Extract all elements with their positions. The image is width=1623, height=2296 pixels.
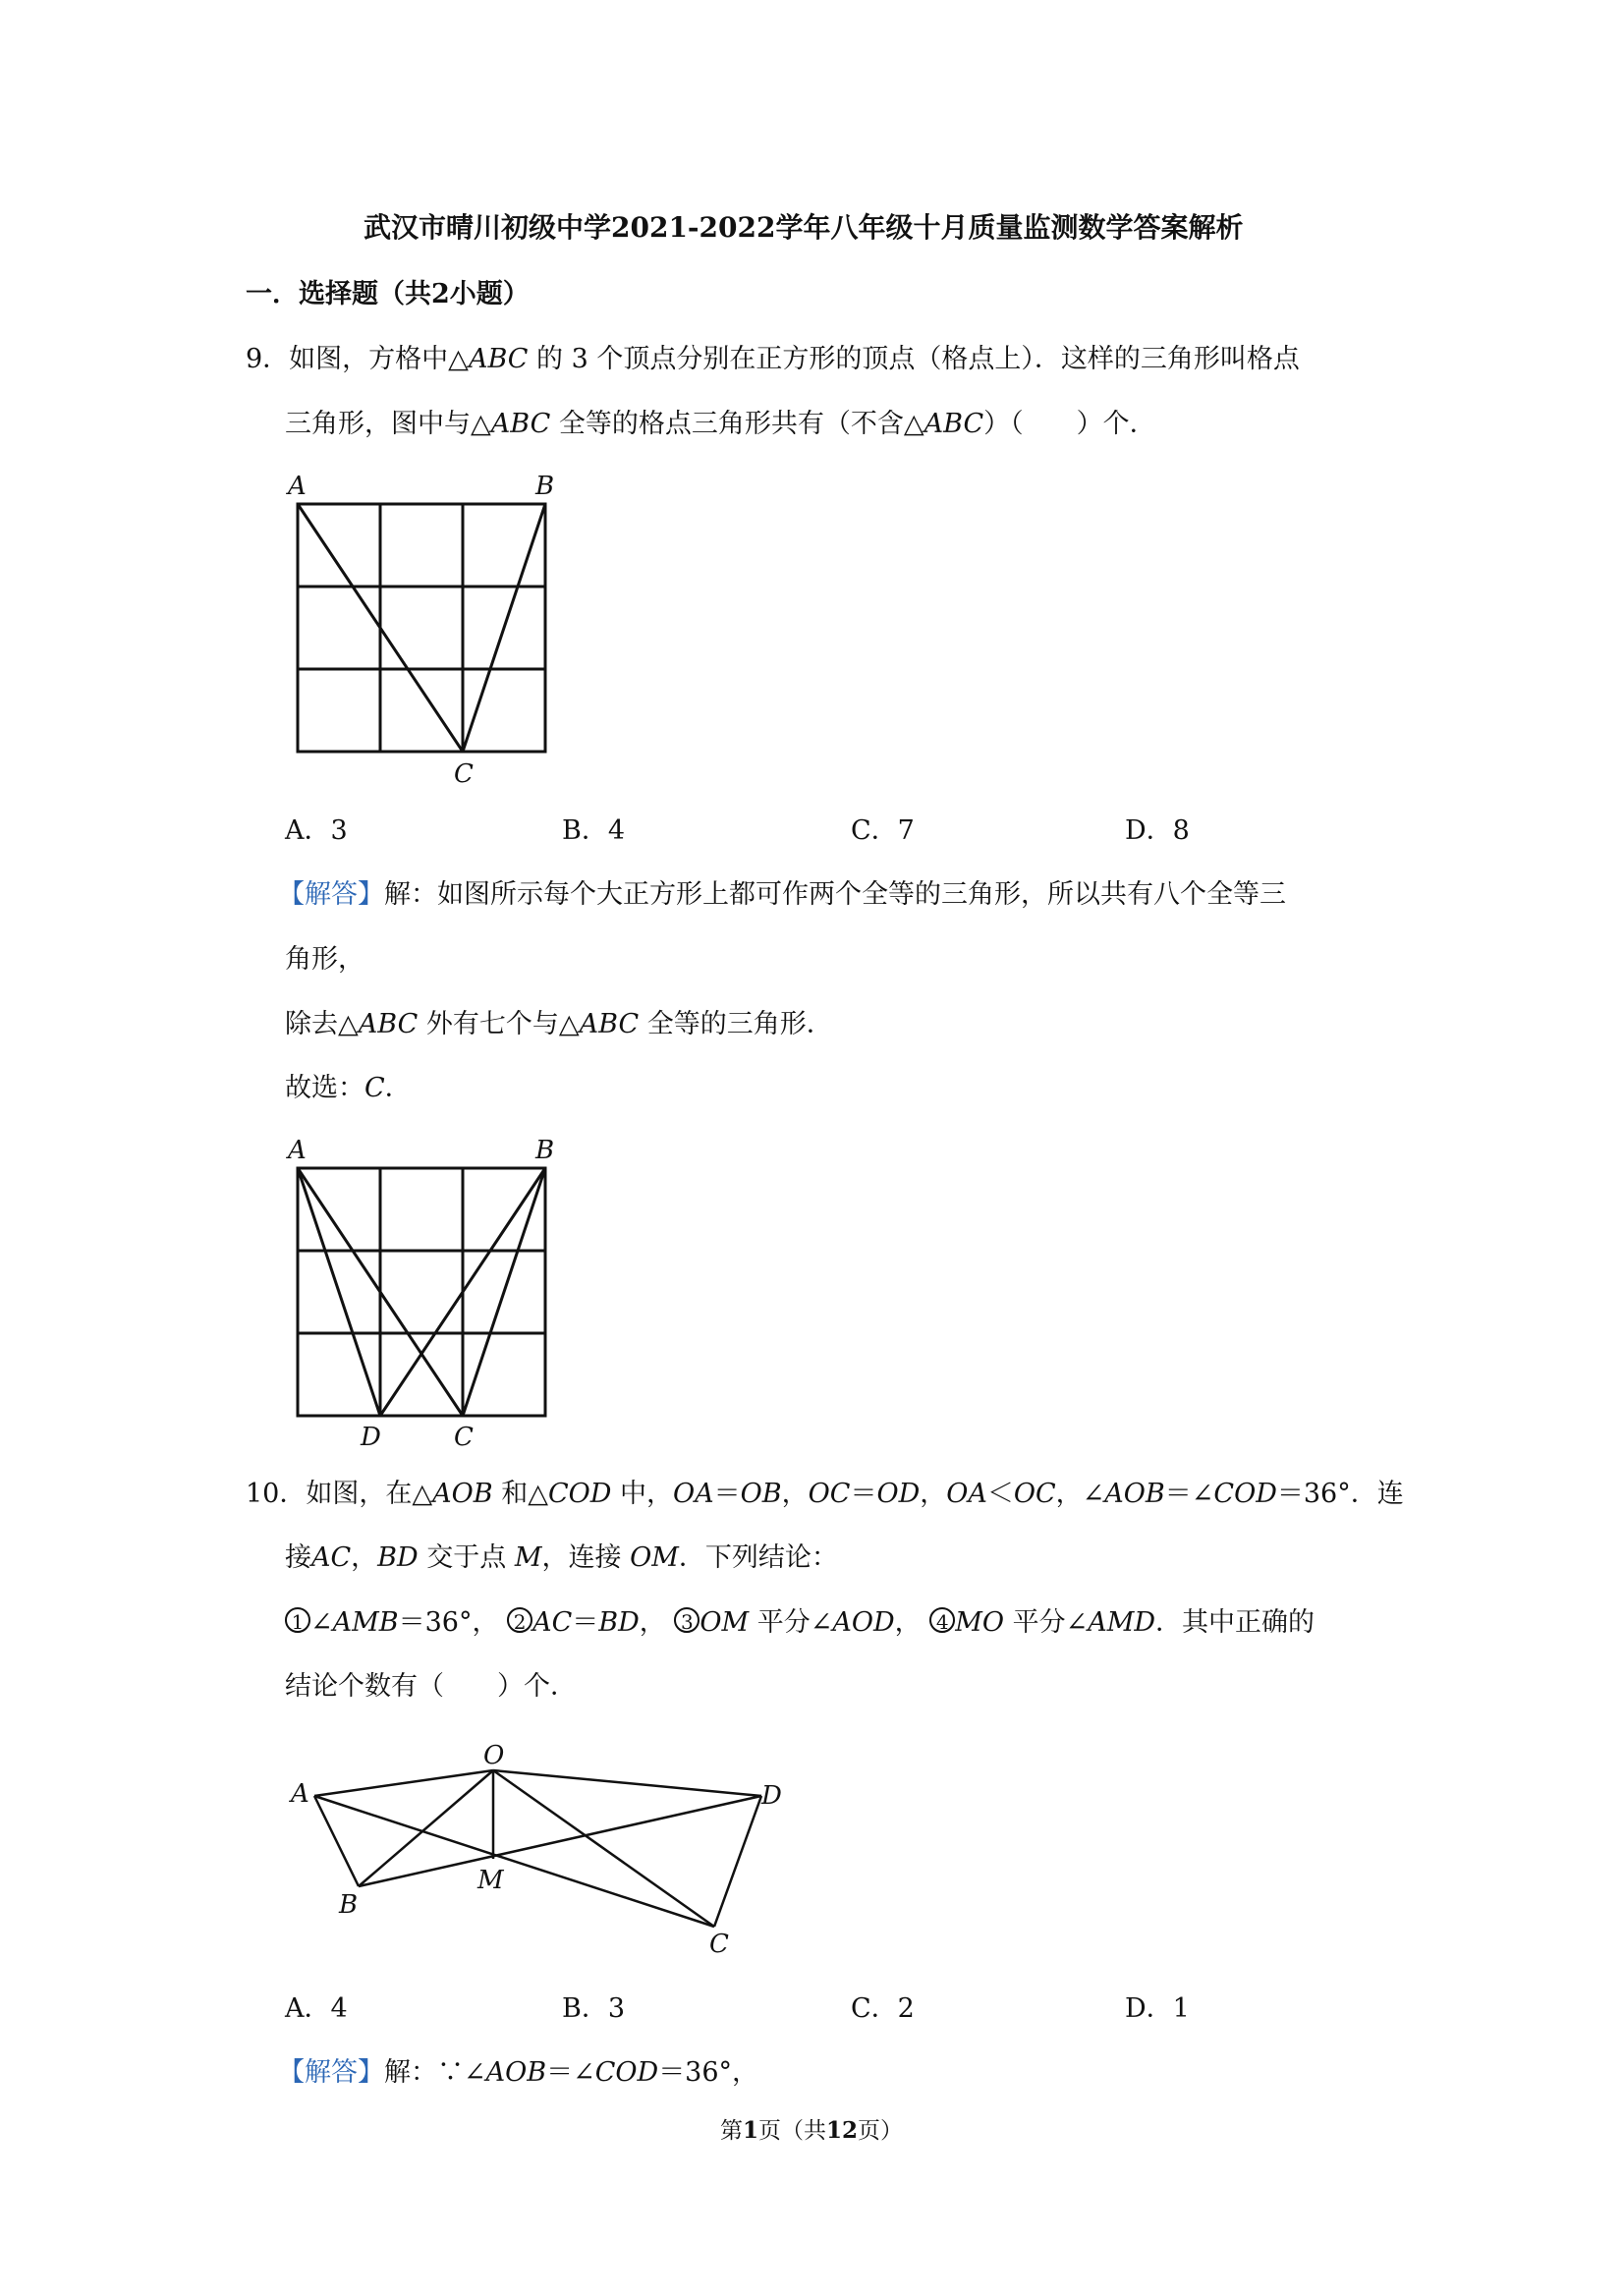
label-c: C	[454, 759, 474, 789]
label-d: D	[361, 1423, 381, 1452]
q9-option-d: D．8	[1125, 815, 1190, 846]
answer-tag: 【解答】	[278, 879, 384, 910]
circled-number: 4	[929, 1607, 955, 1633]
document-title: 武汉市晴川初级中学2021-2022学年八年级十月质量监测数学答案解析	[364, 211, 1244, 244]
q10-line1: 10．如图，在△AOB 和△COD 中，OA＝OB，OC＝OD，OA＜OC，∠AOB＝∠COD＝36°．连	[246, 1479, 1404, 1509]
label-b: B	[339, 1890, 359, 1920]
label-b: B	[535, 1136, 555, 1165]
q10-option-c: C．2	[851, 1993, 915, 2024]
answer-tag: 【解答】	[278, 2057, 384, 2088]
label-c: C	[454, 1423, 474, 1452]
q9-option-b: B．4	[562, 815, 626, 846]
label-c: C	[709, 1930, 729, 1959]
q9-line1: 9．如图，方格中△ABC 的 3 个顶点分别在正方形的顶点（格点上）．这样的三角形叫格点	[246, 344, 1300, 374]
q10-option-b: B．3	[562, 1993, 626, 2024]
circled-number: 1	[285, 1607, 310, 1633]
label-a: A	[291, 1779, 309, 1809]
q10-line3: 1 ∠AMB＝36°， 2 AC＝BD， 3 OM 平分∠AOD， 4 MO 平分∠AMD．其中正确的	[285, 1605, 1315, 1641]
circled-number: 3	[674, 1607, 700, 1633]
q9-answer-line2: 角形，	[285, 944, 364, 975]
label-m: M	[477, 1866, 504, 1895]
label-a: A	[288, 472, 307, 501]
section-header: 一．选择题（共2小题）	[246, 279, 530, 309]
q9-option-c: C．7	[851, 815, 915, 846]
q9-answer-line1: 【解答】解：如图所示每个大正方形上都可作两个全等的三角形，所以共有八个全等三	[278, 879, 1286, 910]
label-a: A	[288, 1136, 307, 1165]
q9-option-a: A．3	[285, 815, 348, 846]
circled-number: 2	[507, 1607, 532, 1633]
q10-line4: 结论个数有（ ）个．	[285, 1671, 577, 1702]
page-footer: 第1页（共12页）	[719, 2117, 904, 2144]
q9-answer-line4: 故选：C．	[285, 1073, 412, 1103]
q10-answer-line1: 【解答】解：∵∠AOB＝∠COD＝36°，	[278, 2057, 759, 2088]
label-b: B	[535, 472, 555, 501]
q9-line2: 三角形，图中与△ABC 全等的格点三角形共有（不含△ABC）（ ）个．	[285, 409, 1156, 439]
q10-line2: 接AC，BD 交于点 M，连接 OM．下列结论：	[285, 1542, 838, 1573]
label-o: O	[483, 1741, 505, 1770]
q9-answer-line3: 除去△ABC 外有七个与△ABC 全等的三角形．	[285, 1009, 833, 1039]
q10-option-a: A．4	[285, 1993, 348, 2024]
q10-option-d: D．1	[1125, 1993, 1190, 2024]
label-d: D	[761, 1781, 782, 1811]
